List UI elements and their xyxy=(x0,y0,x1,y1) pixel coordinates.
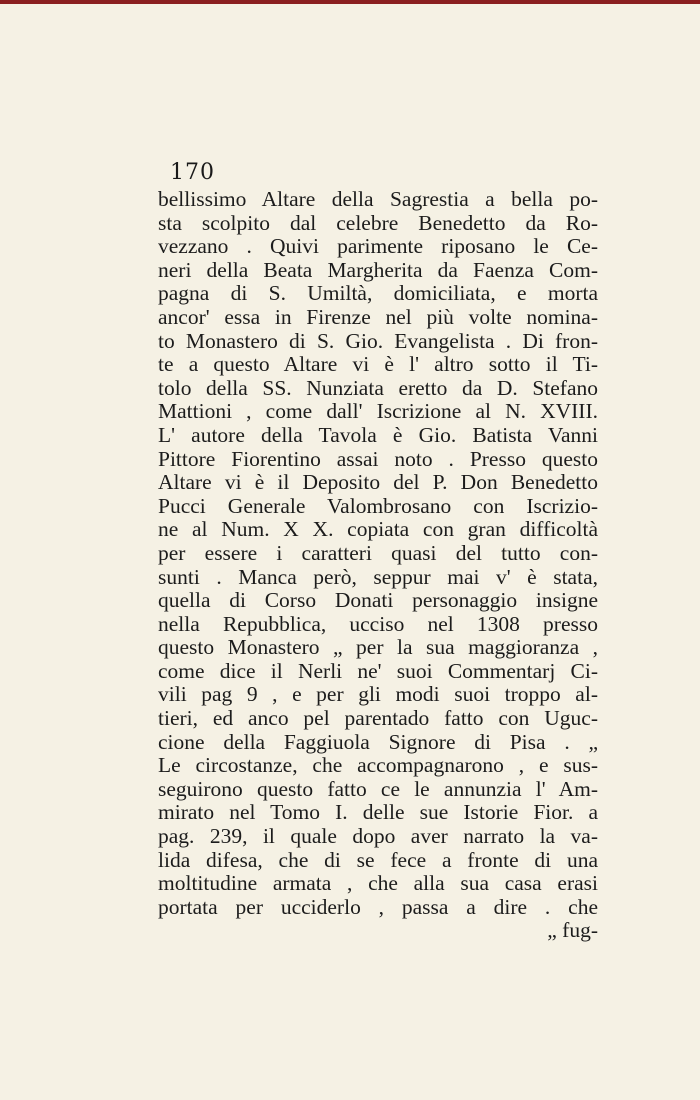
body-text xyxy=(158,188,598,943)
text-line: bellissimo Altare della Sagrestia a bella po- xyxy=(158,187,598,211)
text-line: Altare vi è il Deposito del P. Don Benedetto xyxy=(158,470,598,495)
text-line: cione della Faggiuola Signore di Pisa . „ xyxy=(158,729,598,754)
text-line: Pittore Fiorentino assai noto . Presso questo xyxy=(158,446,598,471)
text-line: tieri, ed anco pel parentado fatto con Uguc- xyxy=(158,706,598,731)
text-line: moltitudine armata , che alla sua casa erasi xyxy=(158,871,598,896)
page-top-edge xyxy=(0,0,700,4)
page-number: 170 xyxy=(170,160,215,185)
text-line: neri della Beata Margherita da Faenza Com- xyxy=(158,257,598,282)
text-line: ancor' essa in Firenze nel più volte nomina- xyxy=(158,304,598,329)
text-line: per essere i caratteri quasi del tutto con- xyxy=(158,540,598,565)
text-line: mirato nel Tomo I. delle sue Istorie Fior. a xyxy=(158,800,598,825)
text-line: L' autore della Tavola è Gio. Batista Vanni xyxy=(158,422,598,447)
text-line: pagna di S. Umiltà, domiciliata, e morta xyxy=(158,281,598,306)
text-line: Mattioni , come dall' Iscrizione al N. XVIII. xyxy=(158,399,598,424)
text-line: Le circostanze, che accompagnarono , e sus- xyxy=(158,753,598,778)
text-line: ne al Num. X X. copiata con gran difficoltà xyxy=(158,517,598,542)
text-line: tolo della SS. Nunziata eretto da D. Stefano xyxy=(158,375,598,400)
text-line: nella Repubblica, ucciso nel 1308 presso xyxy=(158,611,598,636)
text-line: vili pag 9 , e per gli modi suoi troppo al- xyxy=(158,682,598,707)
text-line: seguirono questo fatto ce le annunzia l' Am- xyxy=(158,776,598,801)
text-line: te a questo Altare vi è l' altro sotto il Ti- xyxy=(158,352,598,377)
text-line: come dice il Nerli ne' suoi Commentarj Ci- xyxy=(158,658,598,683)
text-line: lida difesa, che di se fece a fronte di una xyxy=(158,847,598,872)
text-line: portata per ucciderlo , passa a dire . che xyxy=(158,894,598,919)
catchword: „ fug- xyxy=(547,918,598,943)
text-line: to Monastero di S. Gio. Evangelista . Di fron- xyxy=(158,328,598,353)
text-line: questo Monastero „ per la sua maggioranza , xyxy=(158,635,598,660)
text-line: quella di Corso Donati personaggio insigne xyxy=(158,588,598,613)
text-line: vezzano . Quivi parimente riposano le Ce- xyxy=(158,234,598,259)
text-line: pag. 239, il quale dopo aver narrato la va- xyxy=(158,824,598,849)
text-line: sta scolpito dal celebre Benedetto da Ro- xyxy=(158,210,598,235)
text-line: sunti . Manca però, seppur mai v' è stata, xyxy=(158,564,598,589)
text-line: Pucci Generale Valombrosano con Iscrizio- xyxy=(158,493,598,518)
